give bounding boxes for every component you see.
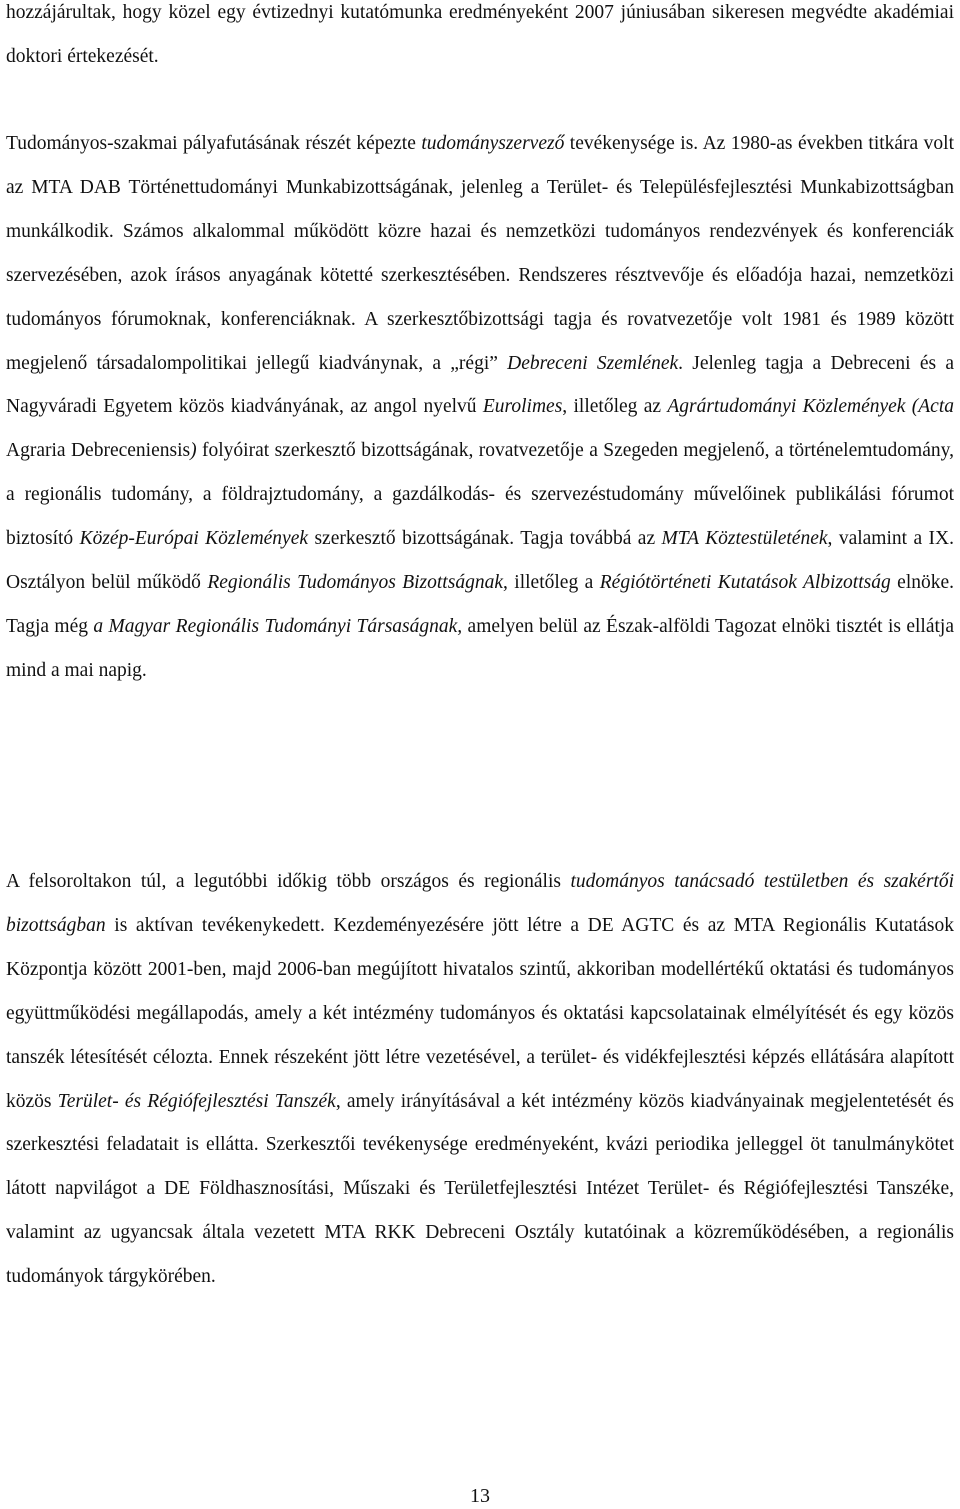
italic-text-run: ) — [190, 440, 197, 462]
text-run: Agraria Debreceniensis — [6, 440, 191, 462]
italic-text-run: Eurolimes — [482, 396, 563, 418]
text-run: , amely irányításával a két intézmény közös kiadványainak megjelentetését és szerkesztési feladatait is ellátta. Szerkesztői tevékenysége eredményeként, kvázi periodika jelleggel öt tanulmánykötet látott napvilágot a DE Földhasznosítási, Műszaki és Területfejlesztési Intézet Terület- és Régiófejlesztési Tanszéke, valamint az ugyancsak általa vezetett MTA RKK Debreceni Osztály kutatóinak a közreműködésében, a regionális tudományok tárgykörében. — [6, 1090, 954, 1288]
text-run: szerkesztő bizottságának. Tagja továbbá az — [308, 528, 662, 550]
italic-text-run: Régiótörténeti Kutatások Albizottság — [599, 572, 891, 594]
text-run: hozzájárultak, hogy közel egy évtizednyi kutatómunka eredményeként 2007 júniusában sikeresen megvédte akadémiai doktori értekezését. — [6, 2, 954, 67]
italic-text-run: Debreceni Szemlének — [507, 352, 679, 374]
italic-text-run: Közép-Európai Közlemények — [79, 528, 309, 550]
italic-text-run: tudományos tanácsadó testületben és szakértői bizottságban — [6, 871, 954, 936]
paragraph-doctoral-thesis — [6, 0, 954, 79]
text-run: is aktívan tevékenykedett. Kezdeményezésére jött létre a DE AGTC és az MTA Regionális Kutatások Központja között 2001-ben, majd 2006-ban megújított hivatalos szintű, akkoriban modellértékű oktatási és tudományos együttműködési megállapodás, amely a két intézmény tudományos és oktatási kapcsolatainak elmélyítését és egy közös tanszék létesítését célozta. Ennek részeként jött létre vezetésével, a terület- és vidékfejlesztési képzés ellátására alapított közös — [6, 914, 954, 1112]
text-run: Tudományos-szakmai pályafutásának részét képezte — [6, 133, 422, 154]
page-number: 13 — [470, 1485, 490, 1507]
italic-text-run: a Magyar Regionális Tudományi Társaságnak, — [93, 615, 463, 637]
text-run: amelyen belül az Észak-alföldi Tagozat elnöki tisztét is ellátja mind a mai napig. — [6, 615, 954, 681]
paragraph-science-organizing — [6, 122, 954, 693]
text-run: tevékenysége is. Az 1980-as években titkára volt az MTA DAB Történettudományi Munkabizottságának, jelenleg a Terület- és Településfejlesztési Munkabizottságban munkálkodik. Számos alkalommal működött közre hazai és nemzetközi tudományos rendezvények és konferenciák szervezésében, azok írásos anyagának kötetté szerkesztésében. Rendszeres résztvevője és előadója hazai, nemzetközi tudományos fórumoknak, konferenciáknak. A szerkesztőbizottsági tagja és rovatvezetője volt 1981 és 1989 között megjelenő társadalompolitikai jellegű kiadványnak, a „régi” — [6, 133, 955, 374]
text-run: A felsoroltakon túl, a legutóbbi időkig több országos és regionális — [6, 871, 571, 892]
text-run: . Jelenleg tagja a Debreceni és a Nagyváradi Egyetem közös kiadványának, az angol nyelvű — [6, 352, 954, 418]
italic-text-run: MTA Köztestületének — [661, 528, 828, 550]
italic-text-run: tudományszervező — [421, 133, 565, 154]
italic-text-run: Terület- és Régiófejlesztési Tanszék — [57, 1090, 336, 1112]
text-run: , valamint a IX. Osztályon belül működő — [6, 528, 954, 594]
italic-text-run: Agrártudományi Közlemények (Acta — [667, 396, 954, 418]
paragraph-advisory-bodies — [6, 860, 954, 1299]
text-run: folyóirat szerkesztő bizottságának, rovatvezetője a Szegeden megjelenő, a történelemtudomány, a regionális tudomány, a földrajztudomány, a gazdálkodás- és szervezéstudomány művelőinek publikálási fórumot biztosító — [6, 440, 954, 550]
text-run: , illetőleg a — [502, 572, 600, 594]
text-run: elnöke. Tagja még — [6, 572, 955, 637]
text-run: , illetőleg az — [562, 396, 668, 418]
italic-text-run: Regionális Tudományos Bizottságnak — [207, 572, 503, 594]
